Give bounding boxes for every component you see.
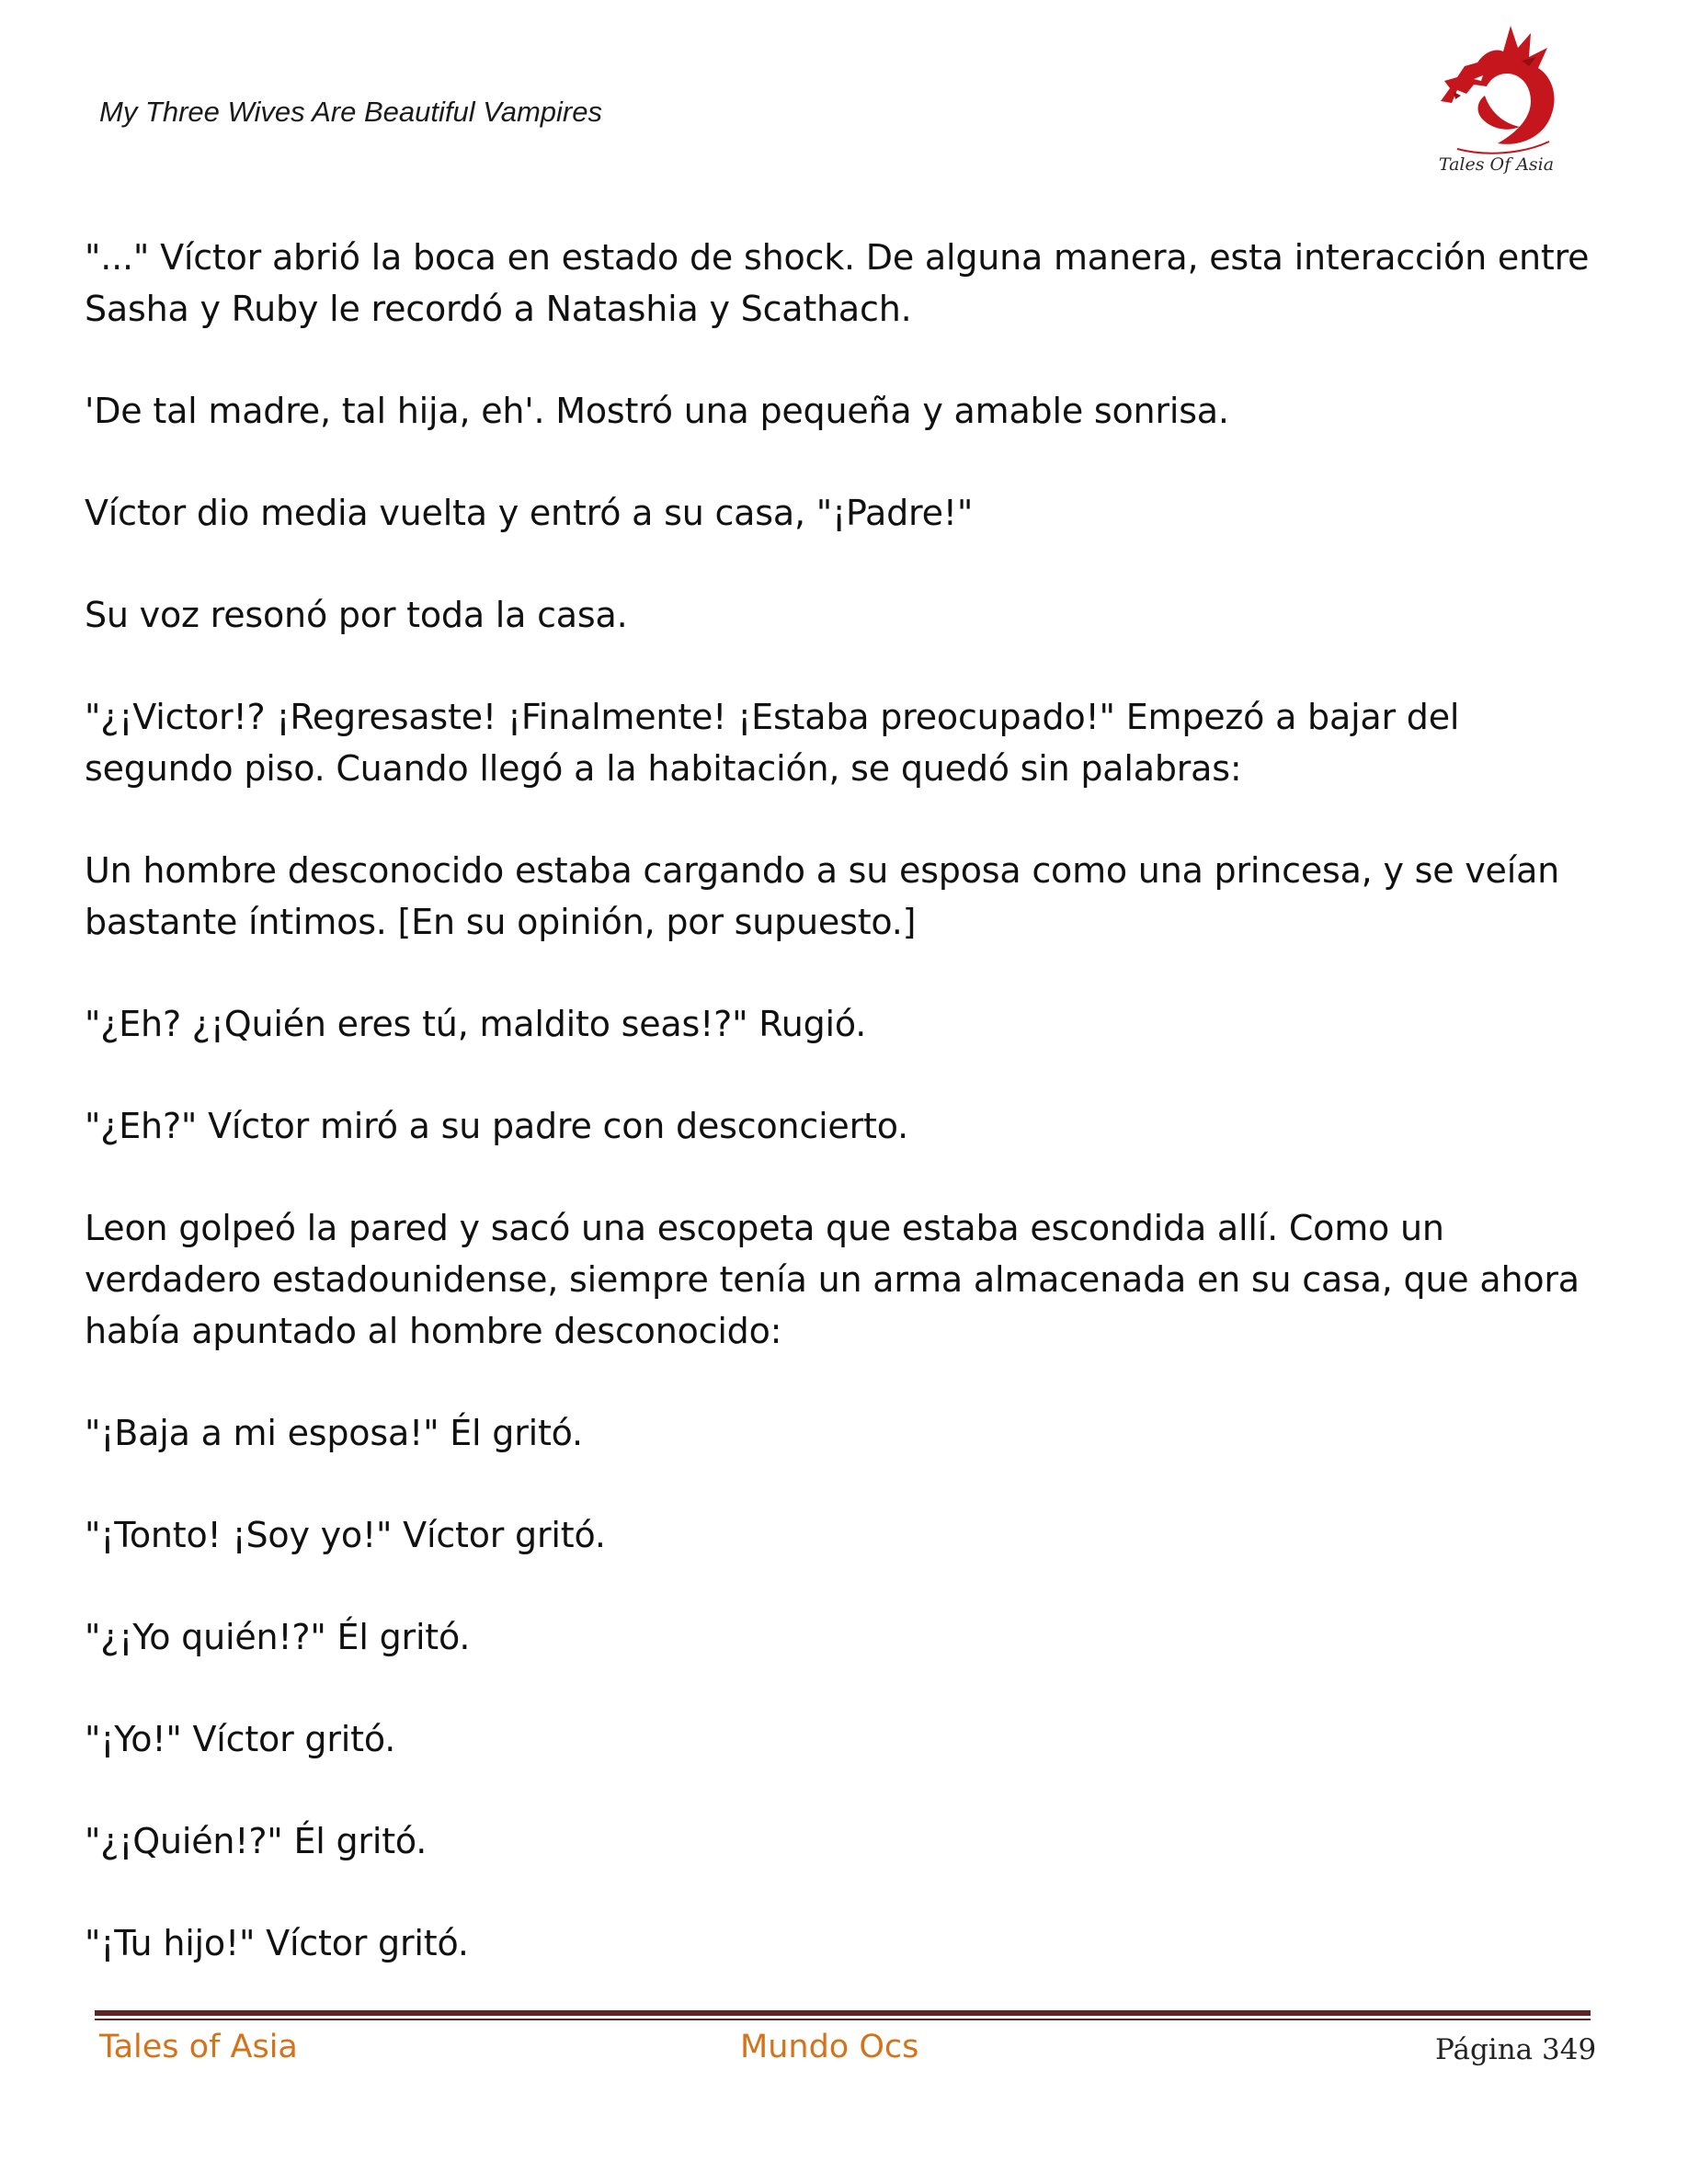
paragraph: Leon golpeó la pared y sacó una escopeta que estaba escondida allí. Como un verdadero estadounidense, siempre tenía un arma almacenada en su casa, que ahora había apuntado al hombre desconocido: — [85, 1208, 1580, 1351]
footer-divider-thin — [95, 2019, 1591, 2020]
paragraph: "¿Eh? ¿¡Quién eres tú, maldito seas!?" Rugió. — [85, 1004, 867, 1044]
paragraph: "¿¡Victor!? ¡Regresaste! ¡Finalmente! ¡Estaba preocupado!" Empezó a bajar del segundo piso. Cuando llegó a la habitación, se quedó sin palabras: — [85, 697, 1460, 789]
paragraph: "¡Yo!" Víctor gritó. — [85, 1719, 396, 1759]
footer-divider — [95, 2010, 1591, 2016]
document-body — [85, 232, 1611, 2019]
book-title: My Three Wives Are Beautiful Vampires — [99, 96, 602, 128]
paragraph: "..." Víctor abrió la boca en estado de shock. De alguna manera, esta interacción entre Sasha y Ruby le recordó a Natashia y Scathach. — [85, 237, 1590, 329]
paragraph: Su voz resonó por toda la casa. — [85, 595, 628, 635]
logo-text: Tales Of Asia — [1438, 154, 1555, 175]
paragraph: "¿¡Quién!?" Él gritó. — [85, 1821, 428, 1861]
paragraph: Un hombre desconocido estaba cargando a su esposa como una princesa, y se veían bastante íntimos. [En su opinión, por supuesto.] — [85, 850, 1560, 942]
page-number: Página 349 — [1435, 2033, 1597, 2066]
paragraph: 'De tal madre, tal hija, eh'. Mostró una pequeña y amable sonrisa. — [85, 391, 1229, 431]
footer-translator: Mundo Ocs — [740, 2029, 919, 2065]
red-dragon-logo-icon — [1430, 20, 1563, 181]
paragraph: "¡Tonto! ¡Soy yo!" Víctor gritó. — [85, 1515, 606, 1555]
paragraph: "¿¡Yo quién!?" Él gritó. — [85, 1617, 471, 1657]
paragraph: "¿Eh?" Víctor miró a su padre con desconcierto. — [85, 1106, 908, 1146]
paragraph: Víctor dio media vuelta y entró a su casa, "¡Padre!" — [85, 493, 974, 533]
paragraph: "¡Tu hijo!" Víctor gritó. — [85, 1923, 469, 1963]
paragraph: "¡Baja a mi esposa!" Él gritó. — [85, 1413, 583, 1453]
footer-publisher: Tales of Asia — [99, 2029, 298, 2065]
